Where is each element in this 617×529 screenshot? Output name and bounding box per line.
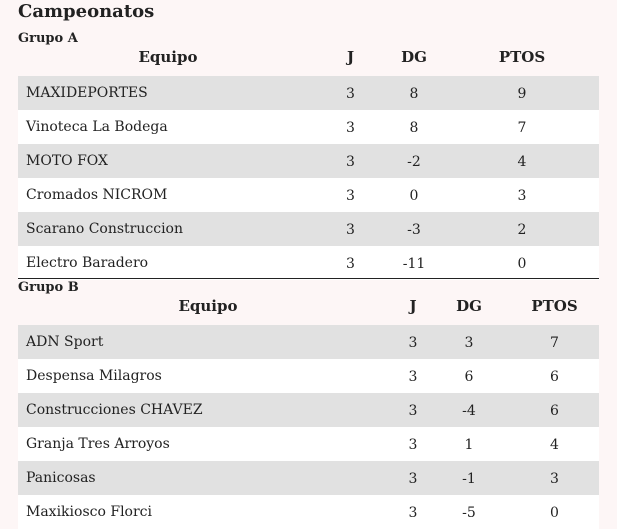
table-row	[18, 461, 599, 495]
games-played: 3	[318, 178, 383, 212]
points: 6	[510, 393, 599, 427]
points: 7	[445, 110, 599, 144]
table-header-row	[18, 287, 599, 325]
games-played: 3	[398, 325, 428, 359]
column-header-dg: DG	[456, 297, 482, 315]
points: 3	[445, 178, 599, 212]
table-row	[18, 178, 599, 212]
goal-difference: 0	[383, 178, 445, 212]
team-name: Scarano Construccion	[18, 212, 318, 246]
goal-difference: -1	[428, 461, 510, 495]
points: 0	[445, 246, 599, 280]
games-played: 3	[398, 427, 428, 461]
table-header-row	[18, 38, 599, 76]
team-name: Cromados NICROM	[18, 178, 318, 212]
table-row	[18, 76, 599, 110]
points: 0	[510, 495, 599, 529]
team-name: Construcciones CHAVEZ	[18, 393, 398, 427]
team-name: Electro Baradero	[18, 246, 318, 280]
group-a-table	[18, 38, 599, 280]
column-header-ptos: PTOS	[498, 48, 546, 66]
games-played: 3	[318, 212, 383, 246]
page-title: Campeonatos	[18, 1, 155, 22]
games-played: 3	[398, 359, 428, 393]
team-name: MOTO FOX	[18, 144, 318, 178]
column-header-j: J	[409, 297, 417, 315]
column-header-j: J	[346, 48, 355, 66]
goal-difference: 3	[428, 325, 510, 359]
games-played: 3	[318, 144, 383, 178]
table-row	[18, 144, 599, 178]
goal-difference: -5	[428, 495, 510, 529]
column-header-ptos: PTOS	[531, 297, 578, 315]
points: 4	[510, 427, 599, 461]
points: 2	[445, 212, 599, 246]
points: 7	[510, 325, 599, 359]
games-played: 3	[318, 76, 383, 110]
goal-difference: -3	[383, 212, 445, 246]
table-row	[18, 325, 599, 359]
team-name: Granja Tres Arroyos	[18, 427, 398, 461]
table-row	[18, 427, 599, 461]
group-divider	[18, 278, 599, 279]
group-b-table	[18, 287, 599, 529]
games-played: 3	[318, 110, 383, 144]
team-name: Vinoteca La Bodega	[18, 110, 318, 144]
column-header-dg: DG	[401, 48, 427, 66]
team-name: ADN Sport	[18, 325, 398, 359]
goal-difference: -2	[383, 144, 445, 178]
team-name: Despensa Milagros	[18, 359, 398, 393]
team-name: Maxikiosco Florci	[18, 495, 398, 529]
group-b-label: Grupo B	[18, 280, 79, 295]
goal-difference: 1	[428, 427, 510, 461]
table-row	[18, 393, 599, 427]
column-header-team: Equipo	[138, 48, 198, 66]
games-played: 3	[398, 495, 428, 529]
table-row	[18, 246, 599, 280]
points: 9	[445, 76, 599, 110]
goal-difference: 6	[428, 359, 510, 393]
goal-difference: -11	[383, 246, 445, 280]
points: 4	[445, 144, 599, 178]
team-name: Panicosas	[18, 461, 398, 495]
table-row	[18, 495, 599, 529]
games-played: 3	[398, 393, 428, 427]
goal-difference: 8	[383, 76, 445, 110]
column-header-team: Equipo	[178, 297, 238, 315]
goal-difference: -4	[428, 393, 510, 427]
table-row	[18, 110, 599, 144]
table-row	[18, 359, 599, 393]
table-row	[18, 212, 599, 246]
games-played: 3	[398, 461, 428, 495]
games-played: 3	[318, 246, 383, 280]
points: 3	[510, 461, 599, 495]
goal-difference: 8	[383, 110, 445, 144]
group-a-label: Grupo A	[18, 31, 78, 46]
points: 6	[510, 359, 599, 393]
team-name: MAXIDEPORTES	[18, 76, 318, 110]
